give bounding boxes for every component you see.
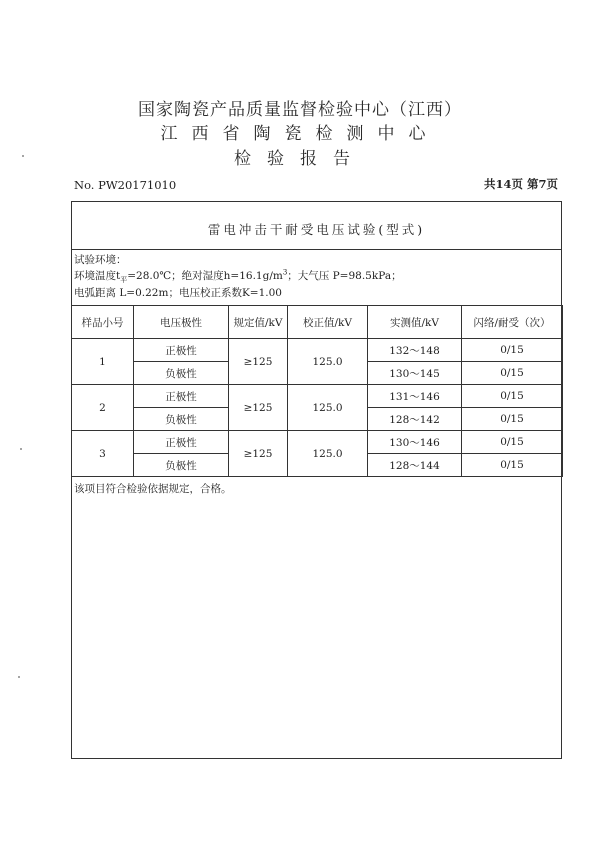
measured-value: 130～146 [368,431,462,454]
test-title: 雷电冲击干耐受电压试验(型式) [207,222,426,237]
table-header-row [72,306,563,339]
corrected-value: 125.0 [288,431,368,477]
test-section [71,201,562,759]
measured-value: 132～148 [368,339,462,362]
polarity-cell: 正极性 [134,385,229,408]
scan-speck [18,676,20,678]
result-value: 0/15 [462,362,563,385]
env-conditions [74,268,402,285]
table-row [72,385,563,408]
col-header: 实测值/kV [368,306,462,339]
col-header: 规定值/kV [229,306,288,339]
polarity-cell: 正极性 [134,339,229,362]
results-table [71,305,563,477]
corrected-value: 125.0 [288,339,368,385]
result-value: 0/15 [462,454,563,477]
org-title: 国家陶瓷产品质量监督检验中心（江西） [138,100,462,120]
report-number: No. PW20171010 [74,178,177,192]
env-label: 试验环境： [74,254,127,266]
spec-value: ≥125 [229,339,288,385]
col-header: 样品小号 [72,306,134,339]
env-temp-text: 环境温度t [74,270,121,282]
scan-speck [20,448,22,450]
col-header: 电压极性 [134,306,229,339]
center-title: 江西省陶瓷检测中心 [160,124,440,144]
env-humidity-text: =28.0℃；绝对湿度h=16.1g/m [127,270,283,282]
sample-number: 1 [72,339,134,385]
corrected-value: 125.0 [288,385,368,431]
measured-value: 131～146 [368,385,462,408]
scan-speck [22,155,24,157]
polarity-cell: 负极性 [134,454,229,477]
col-header: 校正值/kV [288,306,368,339]
result-value: 0/15 [462,408,563,431]
result-value: 0/15 [462,431,563,454]
env-unit-sup: 3 [282,268,288,277]
env-temp-sub: 平 [120,276,128,285]
measured-value: 128～142 [368,408,462,431]
report-title: 检验报告 [234,149,366,169]
polarity-cell: 负极性 [134,362,229,385]
table-row [72,339,563,362]
sample-number: 2 [72,385,134,431]
sample-number: 3 [72,431,134,477]
result-value: 0/15 [462,385,563,408]
env-arc-distance: 电弧距离 L=0.22m；电压校正系数K=1.00 [74,287,282,299]
col-header: 闪络/耐受（次） [462,306,563,339]
env-pressure-text: ；大气压 P=98.5kPa； [287,270,402,282]
result-value: 0/15 [462,339,563,362]
measured-value: 128～144 [368,454,462,477]
spec-value: ≥125 [229,431,288,477]
table-row [72,431,563,454]
conclusion-text: 该项目符合检验依据规定，合格。 [74,483,232,495]
polarity-cell: 负极性 [134,408,229,431]
divider [72,249,561,250]
spec-value: ≥125 [229,385,288,431]
page-indicator: 共14页 第7页 [483,177,558,191]
measured-value: 130～145 [368,362,462,385]
polarity-cell: 正极性 [134,431,229,454]
